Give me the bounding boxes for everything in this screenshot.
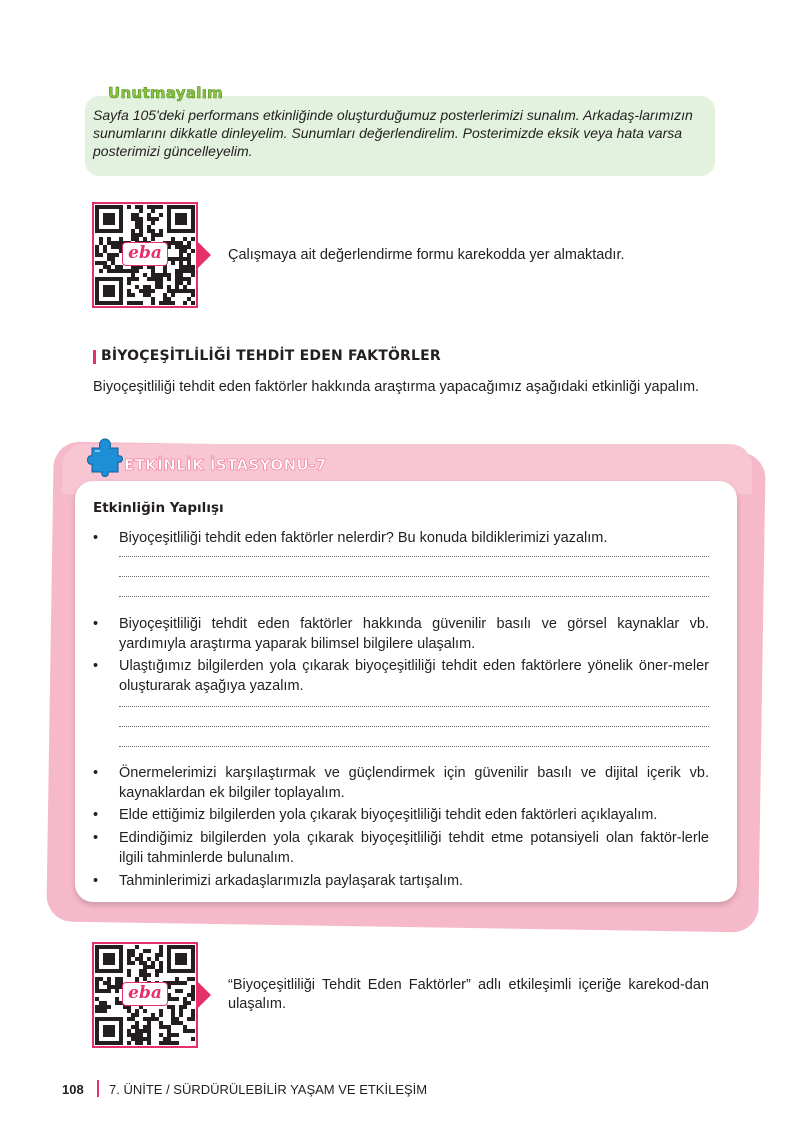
bullet: • (93, 830, 99, 846)
answer-line[interactable] (119, 556, 709, 557)
list-item-text: Elde ettiğimiz bilgilerden yola çıkarak biyoçeşitliliği tehdit eden faktörleri açıklayalım. (119, 807, 658, 823)
list-item (93, 871, 709, 891)
answer-line[interactable] (119, 746, 709, 747)
list-item (93, 805, 709, 825)
qr-arrow-icon (198, 242, 211, 268)
eba-logo: eba (122, 982, 168, 1006)
answer-line[interactable] (119, 726, 709, 727)
station-title: ETKİNLİK İSTASYONU-7 (124, 456, 327, 474)
section-body: Biyoçeşitliliği tehdit eden faktörler hakkında araştırma yapacağımız aşağıdaki etkinliği yapalım. (93, 379, 700, 395)
answer-line[interactable] (119, 706, 709, 707)
section-marker (93, 350, 96, 364)
bullet: • (93, 616, 99, 632)
bullet: • (93, 873, 99, 889)
list-item-text: Ulaştığımız bilgilerden yola çıkarak biyoçeşitliliği tehdit eden faktörlere yönelik öner-meler oluşturarak aşağıya yazalım. (119, 658, 709, 694)
eba-logo: eba (122, 242, 168, 266)
qr-arrow-icon (198, 982, 211, 1008)
bullet: • (93, 765, 99, 781)
list-item (93, 763, 709, 803)
list-item-text: Biyoçeşitliliği tehdit eden faktörler hakkında güvenilir basılı ve görsel kaynaklar vb. yardımıyla araştırma yaparak bilimsel bilgilere ulaşalım. (119, 616, 709, 652)
qr-top-text: Çalışmaya ait değerlendirme formu karekodda yer almaktadır. (228, 247, 625, 263)
list-item-text: Edindiğimiz bilgilerden yola çıkarak biyoçeşitliliği tehdit etme potansiyeli olan faktör-lerle ilgili tahminlerde bulunalım. (119, 830, 709, 866)
list-item (93, 828, 709, 868)
reminder-text: Sayfa 105'deki performans etkinliğinde oluşturduğumuz posterlerimizi sunalım. Arkadaş-larımızın sunumlarını dikkatle dinleyelim. Sunumları değerlendirelim. Posterimizde eksik veya hata varsa posterimizi güncelleyelim. (93, 107, 693, 159)
bullet: • (93, 530, 99, 546)
list-item-text: Önermelerimizi karşılaştırmak ve güçlendirmek için güvenilir basılı ve dijital içerik vb. kaynaklardan ek bilgiler toplayalım. (119, 765, 709, 801)
puzzle-piece-icon (86, 438, 124, 480)
qr-code-interactive-content[interactable] (92, 942, 198, 1048)
footer-divider (97, 1080, 99, 1097)
list-item (93, 528, 709, 548)
bullet: • (93, 807, 99, 823)
list-item-text: Biyoçeşitliliği tehdit eden faktörler nelerdir? Bu konuda bildiklerimizi yazalım. (119, 530, 608, 546)
answer-line[interactable] (119, 576, 709, 577)
bullet: • (93, 658, 99, 674)
list-item (93, 614, 709, 654)
qr-code-evaluation-form[interactable] (92, 202, 198, 308)
footer-unit-title: 7. ÜNİTE / SÜRDÜRÜLEBİLİR YAŞAM VE ETKİLEŞİM (109, 1082, 428, 1097)
reminder-title: Unutmayalım (108, 84, 224, 102)
qr-bottom-text: “Biyoçeşitliliği Tehdit Eden Faktörler” adlı etkileşimli içeriğe karekod-dan ulaşalım. (228, 977, 709, 1012)
list-item (93, 656, 709, 696)
page-number: 108 (62, 1082, 84, 1097)
list-item-text: Tahminlerimizi arkadaşlarımızla paylaşarak tartışalım. (119, 873, 464, 889)
answer-line[interactable] (119, 596, 709, 597)
section-title: BİYOÇEŞİTLİLİĞİ TEHDİT EDEN FAKTÖRLER (101, 348, 441, 364)
how-to-title: Etkinliğin Yapılışı (93, 500, 224, 516)
